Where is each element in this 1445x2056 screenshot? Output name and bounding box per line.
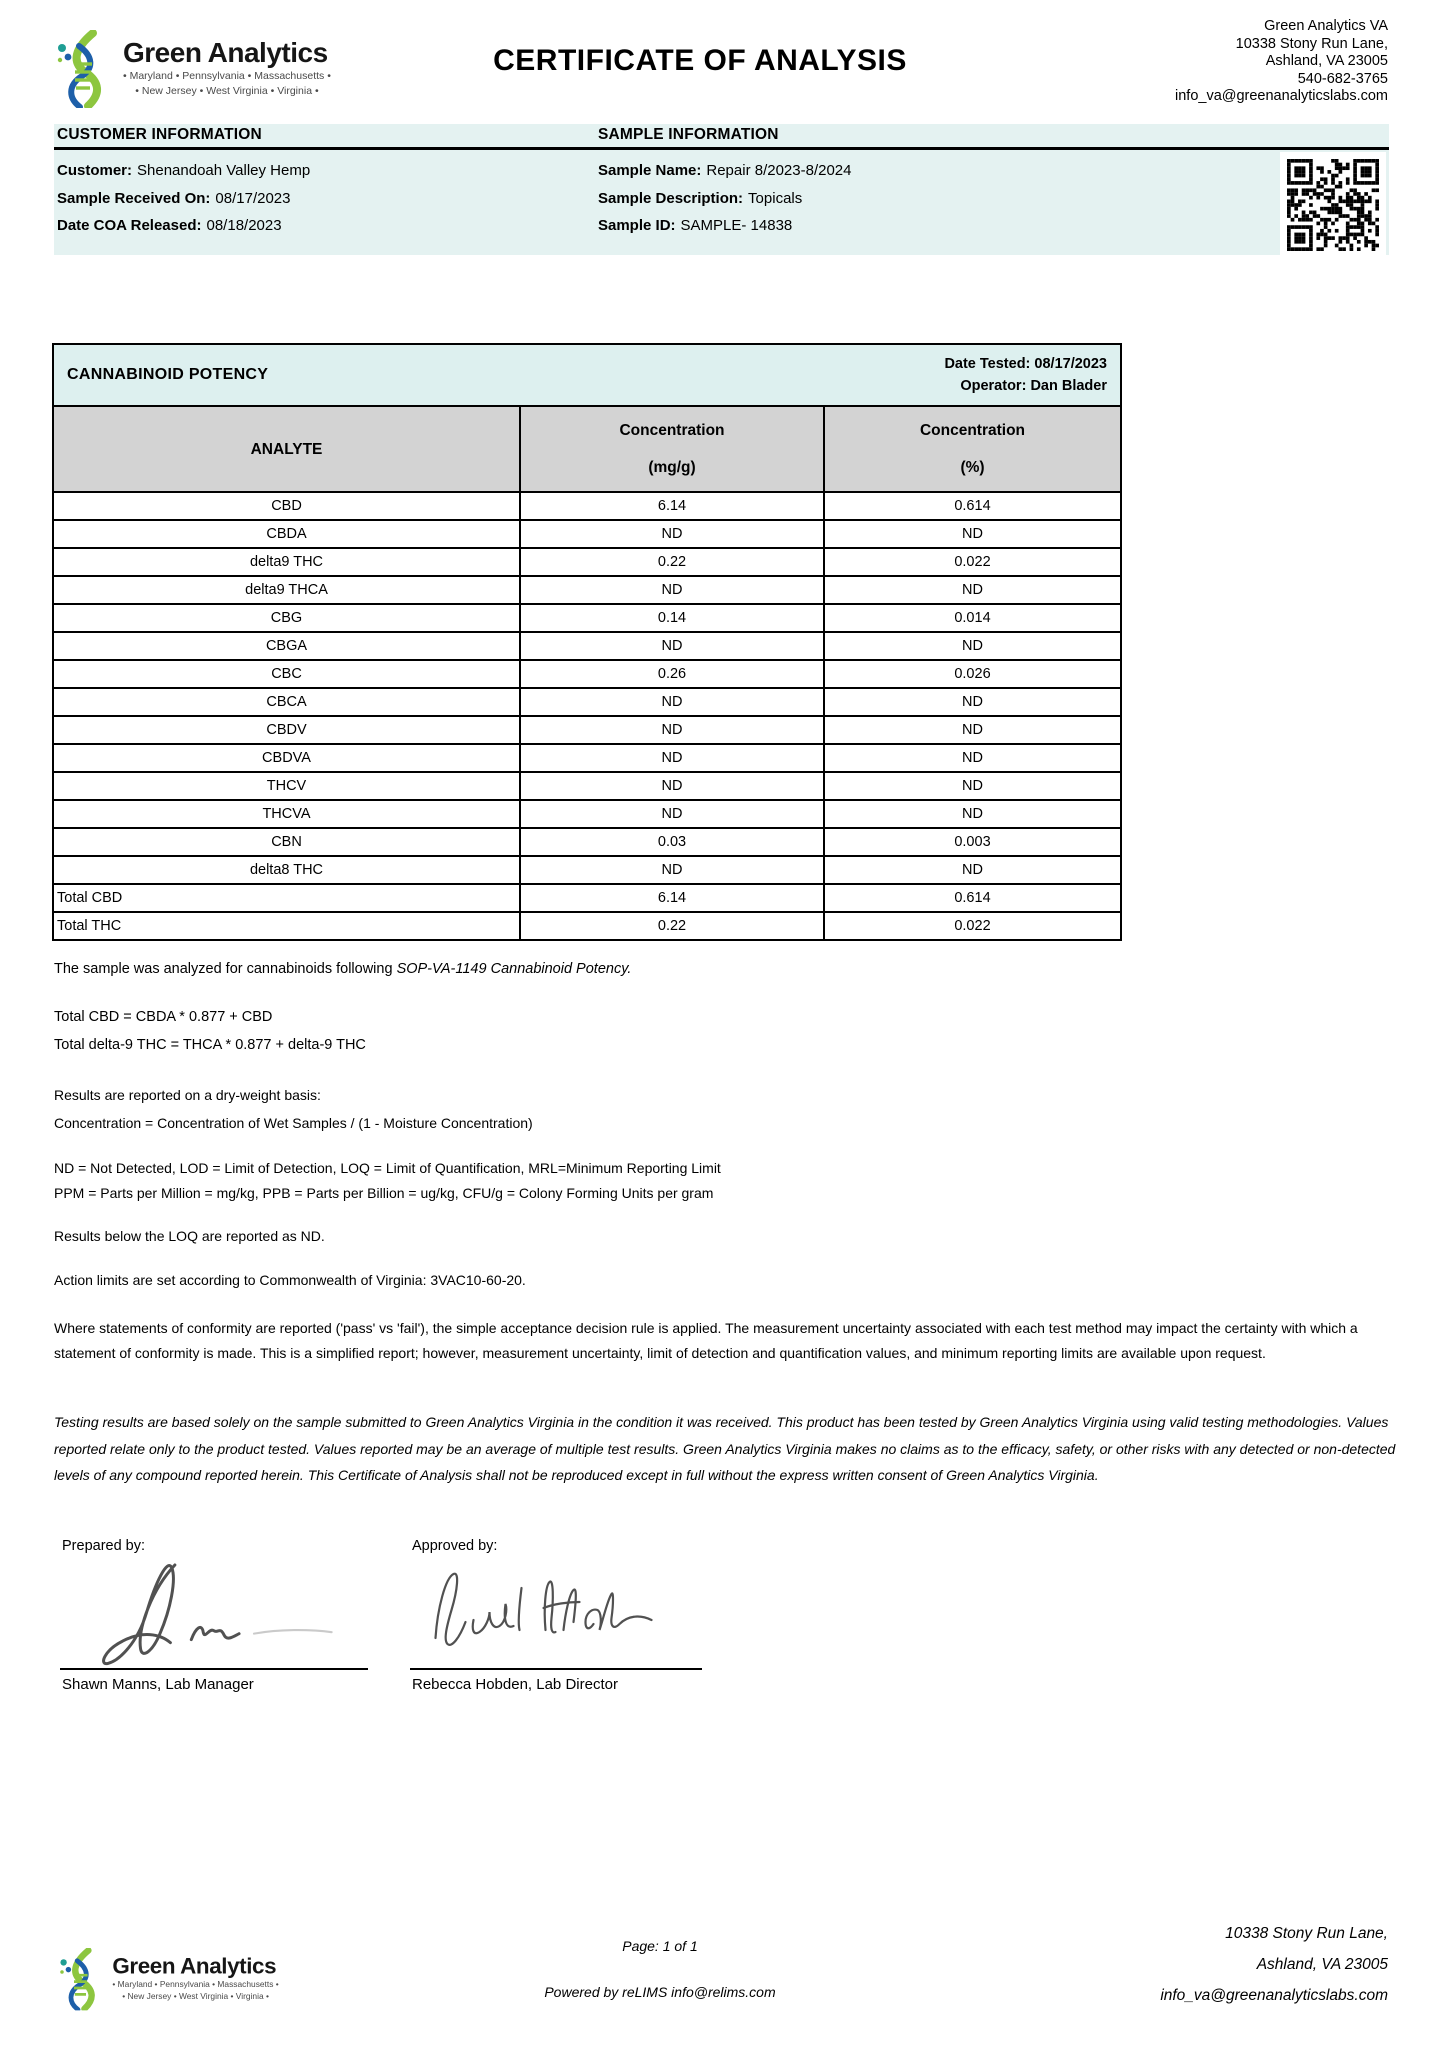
potency-column-headers <box>53 406 1121 492</box>
abbreviations-note-2: PPM = Parts per Million = mg/kg, PPB = Parts per Billion = ug/kg, CFU/g = Colony Forming Units per gram <box>54 1185 714 1201</box>
brand-regions-line1: • Maryland • Pennsylvania • Massachusetts • <box>123 69 331 82</box>
brand-name: Green Analytics <box>112 1953 277 1979</box>
date-tested-line: Date Tested: 08/17/2023 <box>944 356 1107 372</box>
brand-regions-line2: • New Jersey • West Virginia • Virginia • <box>122 1992 269 2002</box>
pct-cell: 0.003 <box>824 828 1121 856</box>
sample-name-label: Sample Name: <box>598 162 702 179</box>
sample-name-value: Repair 8/2023-8/2024 <box>706 162 852 179</box>
pct-cell: 0.614 <box>824 884 1121 912</box>
column-concentration-mgg: Concentration (mg/g) <box>520 406 824 492</box>
footer-brand-text <box>112 1948 278 2003</box>
sample-name-row <box>598 157 1258 185</box>
pct-cell: ND <box>824 520 1121 548</box>
brand-logo <box>55 30 331 108</box>
lab-email: info_va@greenanalyticslabs.com <box>1175 88 1388 104</box>
lab-street: 10338 Stony Run Lane, <box>1235 35 1388 52</box>
brand-name: Green Analytics <box>123 37 328 68</box>
analyte-cell: THCVA <box>53 800 520 828</box>
potency-title-band <box>53 344 1121 406</box>
dna-helix-icon <box>55 30 111 108</box>
formula-total-cbd: Total CBD = CBDA * 0.877 + CBD <box>54 1009 273 1025</box>
approved-by-name: Rebecca Hobden, Lab Director <box>412 1676 618 1693</box>
analyte-cell: CBD <box>53 492 520 520</box>
analyte-cell: THCV <box>53 772 520 800</box>
coa-released-label: Date COA Released: <box>57 217 202 234</box>
loq-note: Results below the LOQ are reported as ND. <box>54 1228 325 1244</box>
customer-information-section <box>57 126 582 240</box>
table-row <box>53 800 1121 828</box>
customer-label: Customer: <box>57 162 133 179</box>
page-number: Page: 1 of 1 <box>622 1938 698 1954</box>
disclaimer-paragraph: Testing results are based solely on the sample submitted to Green Analytics Virginia in the condition it was received. This product has been tested by Green Analytics Virginia using valid testing methodologies. Values reported relate only to the product tested. Values reported may be an average of multiple test results. Green Analytics Virginia makes no claims as to the efficacy, safety, or other risks with any detected or non-detected levels of any compound reported herein. This Certificate of Analysis shall not be reproduced except in full without the express written consent of Green Analytics Virginia. <box>54 1414 1396 1483</box>
sample-description-row <box>598 185 1258 213</box>
sample-id-value: SAMPLE- 14838 <box>680 217 793 234</box>
dry-basis-note-1: Results are reported on a dry-weight basis: <box>54 1087 321 1103</box>
analyte-cell: Total CBD <box>53 884 520 912</box>
column-concentration-pct: Concentration (%) <box>824 406 1121 492</box>
abbreviations-note-1: ND = Not Detected, LOD = Limit of Detection, LOQ = Limit of Quantification, MRL=Minimum Reporting Limit <box>54 1160 721 1176</box>
footer-city: Ashland, VA 23005 <box>1256 1956 1388 1973</box>
pct-cell: ND <box>824 716 1121 744</box>
prepared-signature-line <box>60 1668 368 1670</box>
table-row <box>53 548 1121 576</box>
sample-information-heading: SAMPLE INFORMATION <box>598 126 779 143</box>
mgg-cell: 0.22 <box>520 548 824 576</box>
potency-meta <box>944 353 1107 397</box>
mgg-cell: ND <box>520 688 824 716</box>
customer-information-heading: CUSTOMER INFORMATION <box>57 126 262 143</box>
sample-description-value: Topicals <box>748 189 803 207</box>
brand-text <box>123 30 331 99</box>
table-row <box>53 688 1121 716</box>
pct-cell: 0.022 <box>824 548 1121 576</box>
prepared-by-name: Shawn Manns, Lab Manager <box>62 1676 254 1693</box>
formula-total-thc: Total delta-9 THC = THCA * 0.877 + delta-9 THC <box>54 1037 366 1053</box>
qr-code <box>1280 152 1386 258</box>
pct-cell: ND <box>824 800 1121 828</box>
prepared-signature <box>92 1556 422 1673</box>
approved-signature-line <box>410 1668 702 1670</box>
approved-signature <box>415 1560 670 1665</box>
footer-address-block <box>1160 1918 1388 2011</box>
table-row <box>53 716 1121 744</box>
pct-cell: 0.022 <box>824 912 1121 940</box>
pct-cell: ND <box>824 688 1121 716</box>
lab-name: Green Analytics VA <box>1264 18 1388 34</box>
mgg-cell: ND <box>520 744 824 772</box>
table-row <box>53 772 1121 800</box>
coa-released-row <box>57 212 582 240</box>
table-row <box>53 856 1121 884</box>
analyte-cell: Total THC <box>53 912 520 940</box>
mgg-cell: 0.03 <box>520 828 824 856</box>
page-title: CERTIFICATE OF ANALYSIS <box>493 44 907 77</box>
powered-by: Powered by reLIMS info@relims.com <box>544 1984 776 2000</box>
analyte-cell: delta9 THC <box>53 548 520 576</box>
table-row <box>53 828 1121 856</box>
pct-cell: ND <box>824 772 1121 800</box>
analyte-cell: CBGA <box>53 632 520 660</box>
mgg-cell: ND <box>520 632 824 660</box>
analyte-cell: CBC <box>53 660 520 688</box>
mgg-cell: ND <box>520 520 824 548</box>
lab-city: Ashland, VA 23005 <box>1265 53 1388 69</box>
table-row <box>53 576 1121 604</box>
column-analyte: ANALYTE <box>53 406 520 492</box>
table-row <box>53 492 1121 520</box>
table-row <box>53 660 1121 688</box>
mgg-cell: 0.26 <box>520 660 824 688</box>
table-row <box>53 744 1121 772</box>
analyte-cell: CBDV <box>53 716 520 744</box>
approved-by-label: Approved by: <box>412 1538 498 1554</box>
brand-regions-line2: • New Jersey • West Virginia • Virginia • <box>135 85 319 98</box>
sample-id-label: Sample ID: <box>598 217 676 234</box>
brand-regions-line1: • Maryland • Pennsylvania • Massachusetts • <box>112 1979 279 1990</box>
total-thc-row <box>53 912 1121 940</box>
mgg-cell: ND <box>520 800 824 828</box>
dry-basis-note-2: Concentration = Concentration of Wet Samples / (1 - Moisture Concentration) <box>54 1115 533 1131</box>
customer-value: Shenandoah Valley Hemp <box>137 162 311 179</box>
coa-released-value: 08/18/2023 <box>206 217 282 234</box>
sample-received-label: Sample Received On: <box>57 189 211 207</box>
pct-cell: ND <box>824 632 1121 660</box>
table-row <box>53 604 1121 632</box>
pct-cell: ND <box>824 576 1121 604</box>
mgg-cell: ND <box>520 576 824 604</box>
table-row <box>53 520 1121 548</box>
analyte-cell: delta8 THC <box>53 856 520 884</box>
lab-phone: 540-682-3765 <box>1297 70 1388 87</box>
mgg-cell: 0.22 <box>520 912 824 940</box>
potency-section-title: CANNABINOID POTENCY <box>67 366 269 383</box>
analyte-cell: CBN <box>53 828 520 856</box>
sample-description-label: Sample Description: <box>598 189 744 207</box>
operator-line: Operator: Dan Blader <box>960 378 1107 394</box>
mgg-cell: 6.14 <box>520 884 824 912</box>
cannabinoid-potency-table <box>52 343 1120 941</box>
pct-cell: 0.014 <box>824 604 1121 632</box>
prepared-by-label: Prepared by: <box>62 1538 146 1554</box>
lab-address-block <box>1175 18 1388 106</box>
conformity-paragraph: Where statements of conformity are reported ('pass' vs 'fail'), the simple acceptance decision rule is applied. The measurement uncertainty associated with each test method may impact the certainty with which a statement of conformity is made. This is a simplified report; however, measurement uncertainty, limit of detection and quantification values, and minimum reporting limits are available upon request. <box>54 1320 1358 1361</box>
sample-received-value: 08/17/2023 <box>215 189 291 207</box>
mgg-cell: ND <box>520 772 824 800</box>
total-cbd-row <box>53 884 1121 912</box>
analyte-cell: CBG <box>53 604 520 632</box>
footer-street: 10338 Stony Run Lane, <box>1225 1925 1388 1942</box>
dna-helix-icon <box>58 1948 103 2010</box>
pct-cell: ND <box>824 856 1121 884</box>
sample-id-row <box>598 212 1258 240</box>
analyte-cell: CBDA <box>53 520 520 548</box>
mgg-cell: 6.14 <box>520 492 824 520</box>
method-note: The sample was analyzed for cannabinoids following SOP-VA-1149 Cannabinoid Potency. <box>54 961 632 977</box>
sample-information-section <box>598 126 1258 240</box>
sample-received-row <box>57 185 582 213</box>
pct-cell: 0.026 <box>824 660 1121 688</box>
customer-row <box>57 157 582 185</box>
footer-email: info_va@greenanalyticslabs.com <box>1160 1987 1388 2004</box>
mgg-cell: ND <box>520 716 824 744</box>
footer-brand-logo <box>58 1948 279 2010</box>
analyte-cell: delta9 THCA <box>53 576 520 604</box>
mgg-cell: 0.14 <box>520 604 824 632</box>
pct-cell: 0.614 <box>824 492 1121 520</box>
pct-cell: ND <box>824 744 1121 772</box>
mgg-cell: ND <box>520 856 824 884</box>
analyte-cell: CBCA <box>53 688 520 716</box>
analyte-cell: CBDVA <box>53 744 520 772</box>
action-limits-note: Action limits are set according to Commonwealth of Virginia: 3VAC10-60-20. <box>54 1272 526 1288</box>
table-row <box>53 632 1121 660</box>
